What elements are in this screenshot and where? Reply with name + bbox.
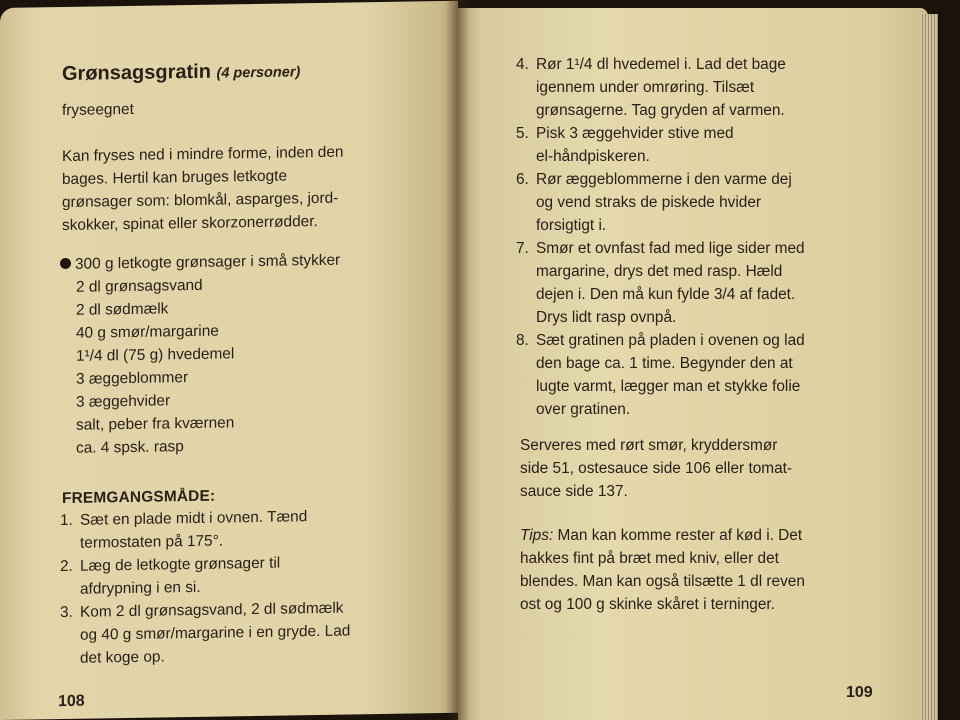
- intro-line: Kan fryses ned i mindre forme, inden den: [62, 143, 344, 166]
- right-page: [458, 8, 928, 720]
- page-edges: [920, 14, 938, 720]
- book-gutter: [446, 0, 470, 720]
- ingredient-item: 1¹/4 dl (75 g) hvedemel: [76, 345, 235, 365]
- page-number-right: 109: [846, 684, 873, 701]
- serving-line: Serveres med rørt smør, kryddersmør: [520, 437, 778, 454]
- recipe-intro: [62, 139, 422, 237]
- step-line: margarine, drys det med rasp. Hæld: [536, 263, 783, 280]
- step-line: el-håndpiskeren.: [536, 148, 650, 165]
- tips-line: ost og 100 g skinke skåret i terninger.: [520, 596, 775, 613]
- tips-line: hakkes fint på bræt med kniv, eller det: [520, 550, 779, 567]
- step-number: 4.: [516, 56, 529, 73]
- step-line: det koge op.: [80, 648, 165, 667]
- tips-label: Tips:: [520, 527, 554, 544]
- step-line: grønsagerne. Tag gryden af varmen.: [536, 102, 785, 119]
- ingredient-item: ca. 4 spsk. rasp: [76, 438, 184, 457]
- recipe-servings: (4 personer): [216, 64, 301, 82]
- step-line: forsigtigt i.: [536, 217, 607, 234]
- step-line: Pisk 3 æggehvider stive med: [536, 125, 734, 142]
- step-line: afdrypning i en si.: [80, 578, 201, 598]
- method-step: [516, 168, 876, 237]
- recipe-subtitle: fryseegnet: [62, 100, 134, 120]
- step-line: lugte varmt, lægger man et stykke folie: [536, 378, 801, 395]
- step-line: og vend straks de piskede hvider: [536, 194, 762, 211]
- tips-block: [520, 524, 880, 616]
- serving-suggestion: [520, 434, 870, 503]
- step-line: Smør et ovnfast fad med lige sider med: [536, 240, 805, 257]
- step-number: 8.: [516, 332, 529, 349]
- step-line: over gratinen.: [536, 401, 631, 418]
- step-line: dejen i. Den må kun fylde 3/4 af fadet.: [536, 286, 796, 303]
- ingredient-item: 2 dl sødmælk: [76, 300, 169, 319]
- page-number-left: 108: [58, 692, 85, 711]
- step-line: Rør æggeblommerne i den varme dej: [536, 171, 792, 188]
- step-line: igennem under omrøring. Tilsæt: [536, 79, 755, 96]
- step-line: Kom 2 dl grønsagsvand, 2 dl sødmælk: [80, 599, 344, 621]
- step-number: 2.: [60, 557, 73, 576]
- tips-text: Man kan komme rester af kød i. Det: [553, 527, 803, 544]
- step-line: Drys lidt rasp ovnpå.: [536, 309, 677, 326]
- method-steps-right: [516, 53, 876, 421]
- ingredient-text: 300 g letkogte grønsager i små stykker: [75, 251, 341, 273]
- step-number: 6.: [516, 171, 529, 188]
- method-step: [60, 595, 430, 670]
- ingredient-item: 3 æggehvider: [76, 392, 171, 411]
- step-line: Rør 1¹/4 dl hvedemel i. Lad det bage: [536, 56, 786, 73]
- ingredient-item: 3 æggeblommer: [76, 369, 189, 388]
- method-steps-left: [60, 503, 430, 670]
- step-line: Sæt gratinen på pladen i ovenen og lad: [536, 332, 805, 349]
- recipe-title: [62, 59, 300, 86]
- step-line: termostaten på 175°.: [80, 532, 224, 552]
- step-number: 1.: [60, 511, 73, 530]
- method-step: [516, 237, 876, 329]
- ingredient-item: salt, peber fra kværnen: [76, 414, 235, 434]
- ingredient-item: 40 g smør/margarine: [76, 322, 219, 342]
- method-step: [516, 329, 876, 421]
- method-step: [516, 122, 876, 168]
- intro-line: grønsager som: blomkål, asparges, jord-: [62, 189, 339, 212]
- step-number: 5.: [516, 125, 529, 142]
- tips-line: blendes. Man kan også tilsætte 1 dl reven: [520, 573, 805, 590]
- step-number: 3.: [60, 603, 73, 622]
- method-step: [60, 549, 430, 601]
- ingredient-item: 2 dl grønsagsvand: [76, 276, 203, 296]
- method-heading: FREMGANGSMÅDE:: [62, 487, 216, 508]
- method-step: [516, 53, 876, 122]
- recipe-title-text: Grønsagsgratin: [62, 60, 211, 86]
- step-line: den bage ca. 1 time. Begynder den at: [536, 355, 793, 372]
- bullet-icon: [60, 258, 71, 269]
- serving-line: sauce side 137.: [520, 483, 628, 500]
- step-number: 7.: [516, 240, 529, 257]
- intro-line: bages. Hertil kan bruges letkogte: [62, 167, 288, 189]
- left-page: [0, 1, 458, 720]
- step-line: Læg de letkogte grønsager til: [80, 554, 281, 575]
- step-line: Sæt en plade midt i ovnen. Tænd: [80, 508, 308, 529]
- serving-line: side 51, ostesauce side 106 eller tomat-: [520, 460, 793, 477]
- step-line: og 40 g smør/margarine i en gryde. Lad: [80, 622, 351, 644]
- intro-line: skokker, spinat eller skorzonerrødder.: [62, 213, 318, 235]
- method-step: [60, 503, 430, 555]
- tips-line: [520, 524, 880, 547]
- ingredient-item: [60, 249, 340, 276]
- ingredient-list: [60, 249, 340, 460]
